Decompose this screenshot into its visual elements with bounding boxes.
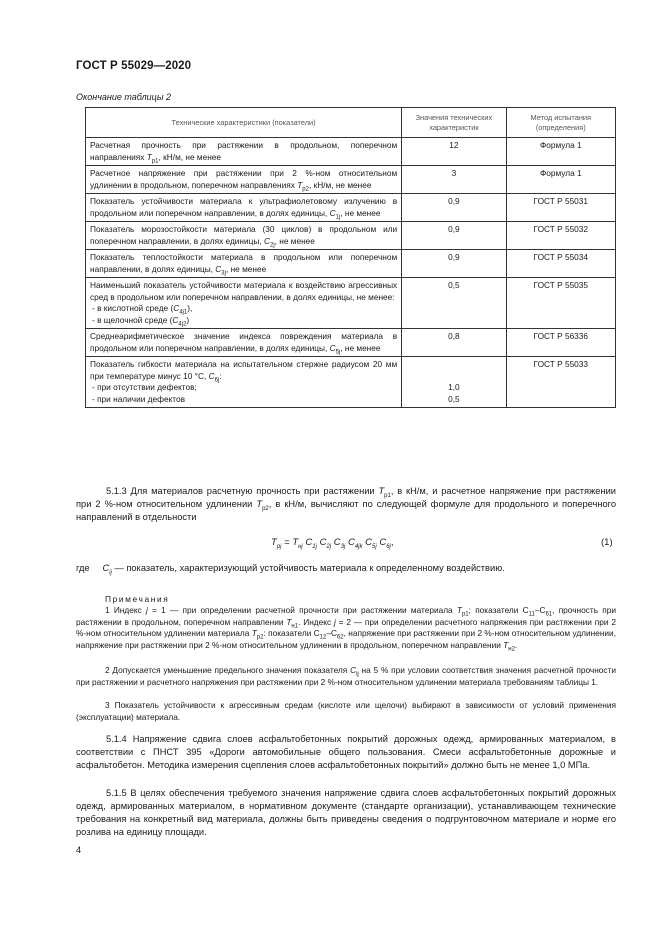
table-row [86,222,616,250]
table-row [86,250,616,278]
method-cell: Формула 1 [506,138,615,166]
table-caption: Окончание таблицы 2 [76,92,171,102]
paragraph-5-1-5: 5.1.5 В целях обеспечения требуемого значения напряжение сдвига слоев асфальтобетонных покрытий дорожных одежд, армированных материалом, в нормативном документе (стандарте организации), устанавливающем технические требования на конкретный вид материала, должны быть приведены сведения о подгрунтовочном материале и норме его розлива на единицу площади. [76,788,616,837]
sub-item-no-defects: - при отсутствии дефектов; [92,382,197,392]
table-row [86,357,616,408]
characteristic-cell: Расчетная прочность при растяжении в продольном, поперечном направлениях $T_{p1}$, кН/м, не менее [86,138,402,166]
sub-item-with-defects: - при наличии дефектов [92,393,186,404]
document-header: ГОСТ Р 55029—2020 [76,60,192,72]
characteristic-cell: Расчетное напряжение при растяжении при 2 %-ном относительном удлинении в продольном, поперечном направлениях $T_{p2}$, кН/м, не менее [86,166,402,194]
note-3: 3 Показатель устойчивости к агрессивным средам (кислоте или щелочи) выбирают в зависимости от условий применения (эксплуатации) материала. [76,700,616,722]
sub-item-acid: - в кислотной среде $(C_{4j1})$, [92,303,193,316]
value-cell: 0,9 [402,222,506,250]
value-cell: 12 [402,138,506,166]
formula-number: (1) [601,537,613,548]
characteristic-cell: Показатель морозостойкости материала (30 циклов) в продольном или поперечном направлении, в долях единицы, $C_{2j}$, не менее [86,222,402,250]
value-cell: 0,9 [402,194,506,222]
formula-1: $T_{pj} = T_{нj}$ $C_{1j}$ $C_{2j}$ $C_{3j}$ $C_{4jk}$ $C_{5j}$ $C_{6j}$, [271,537,394,550]
method-cell: ГОСТ Р 55031 [506,194,615,222]
value-no-defects: 1,0 [448,382,460,392]
paragraph-5-1-3: 5.1.3 Для материалов расчетную прочность при растяжении $T_{p1}$, в кН/м, и расчетное напряжение при растяжении при 2 %-ном относительном удлинении $T_{p2}$, в кН/м, вычисляют по следующей формуле для продольного и поперечного направлений в отдельности [76,486,616,522]
method-cell: ГОСТ Р 55034 [506,250,615,278]
characteristic-cell: Показатель устойчивости материала к ультрафиолетовому излучению в продольном или поперечном направлении, в долях единицы, $C_{1j}$, не менее [86,194,402,222]
formula-legend: где $C_{ij}$ — показатель, характеризующий устойчивость материала к определенному воздействию. [76,563,505,576]
value-cell: 0,8 [402,329,506,357]
sub-item-alkali: - в щелочной среде $(C_{4j2})$ [92,314,190,328]
table-row [86,278,616,329]
method-cell: ГОСТ Р 55033 [506,357,615,408]
characteristic-cell: Показатель теплостойкости материала в продольном или поперечном направлении, в долях единицы, $C_{3j}$, не менее [86,250,402,278]
specifications-table [85,107,616,408]
value-cell: 0,9 [402,250,506,278]
value-cell: 0,5 [402,278,506,329]
method-cell: ГОСТ Р 55035 [506,278,615,329]
value-with-defects: 0,5 [448,393,460,404]
value-cell: 3 [402,166,506,194]
characteristic-cell: Среднеарифметическое значение индекса повреждения материала в продольном или поперечном направлении, в долях единицы, $C_{5j}$, не менее [86,329,402,357]
method-cell: Формула 1 [506,166,615,194]
table-row [86,166,616,194]
note-2: 2 Допускается уменьшение предельного значения показателя $C_{ij}$ на 5 % при условии соответствия значения расчетной прочности при растяжении и расчетного напряжения при растяжении при 2 %-ном относительном удлинении материала требованиям таблицы 1. [76,665,616,687]
value-cell [402,357,506,408]
table-row [86,194,616,222]
note-1: 1 Индекс j = 1 — при определении расчетной прочности при растяжении материала $T_{p1}$; показатели $C_{11}-C_{61}$, прочность при растяжении в продольном, поперечном направлении $T_{н1}$. Индекс j = 2 — при определении расчетного напряжения при растяжении при 2 %-ном относительном удлинении материала $T_{p2}$: показатели $C_{12}-C_{62}$, напряжение при растяжении при 2 %-ном относительном удлинении, напряжение при растяжении при 2 %-ном относительном удлинении в продольном, поперечном направлении $T_{н2}$. [76,605,616,653]
table-row [86,329,616,357]
method-cell: ГОСТ Р 55032 [506,222,615,250]
page-number: 4 [76,845,82,855]
table-row [86,138,616,166]
notes-title: Примечания [105,594,170,604]
characteristic-cell: Наименьший показатель устойчивости материала к воздействию агрессивных сред в продольном или поперечном направлении, в долях единицы, не менее: - в кислотной среде $(C_{4j1})$, - в щелочной среде $(C_{4j2})$ [86,278,402,329]
column-header-characteristics: Технические характеристики (показатели) [86,108,402,138]
column-header-values: Значения технических характеристик [402,108,506,138]
paragraph-5-1-4: 5.1.4 Напряжение сдвига слоев асфальтобетонных покрытий дорожных одежд, армированных материалом, в соответствии с ПНСТ 395 «Дороги автомобильные общего пользования. Смеси асфальтобетонные дорожные и асфальтобетон. Методика измерения сцепления слоев асфальтобетонных покрытий» должно быть не менее 1,0 МПа. [76,734,616,770]
method-cell: ГОСТ Р 56336 [506,329,615,357]
column-header-method: Метод испытания (определения) [506,108,615,138]
table-header-row [86,108,616,138]
characteristic-cell: Показатель гибкости материала на испытательном стержне радиусом 20 мм при температуре минус 10 °С, $C_{6j}$: - при отсутствии дефектов; - при наличии дефектов [86,357,402,408]
